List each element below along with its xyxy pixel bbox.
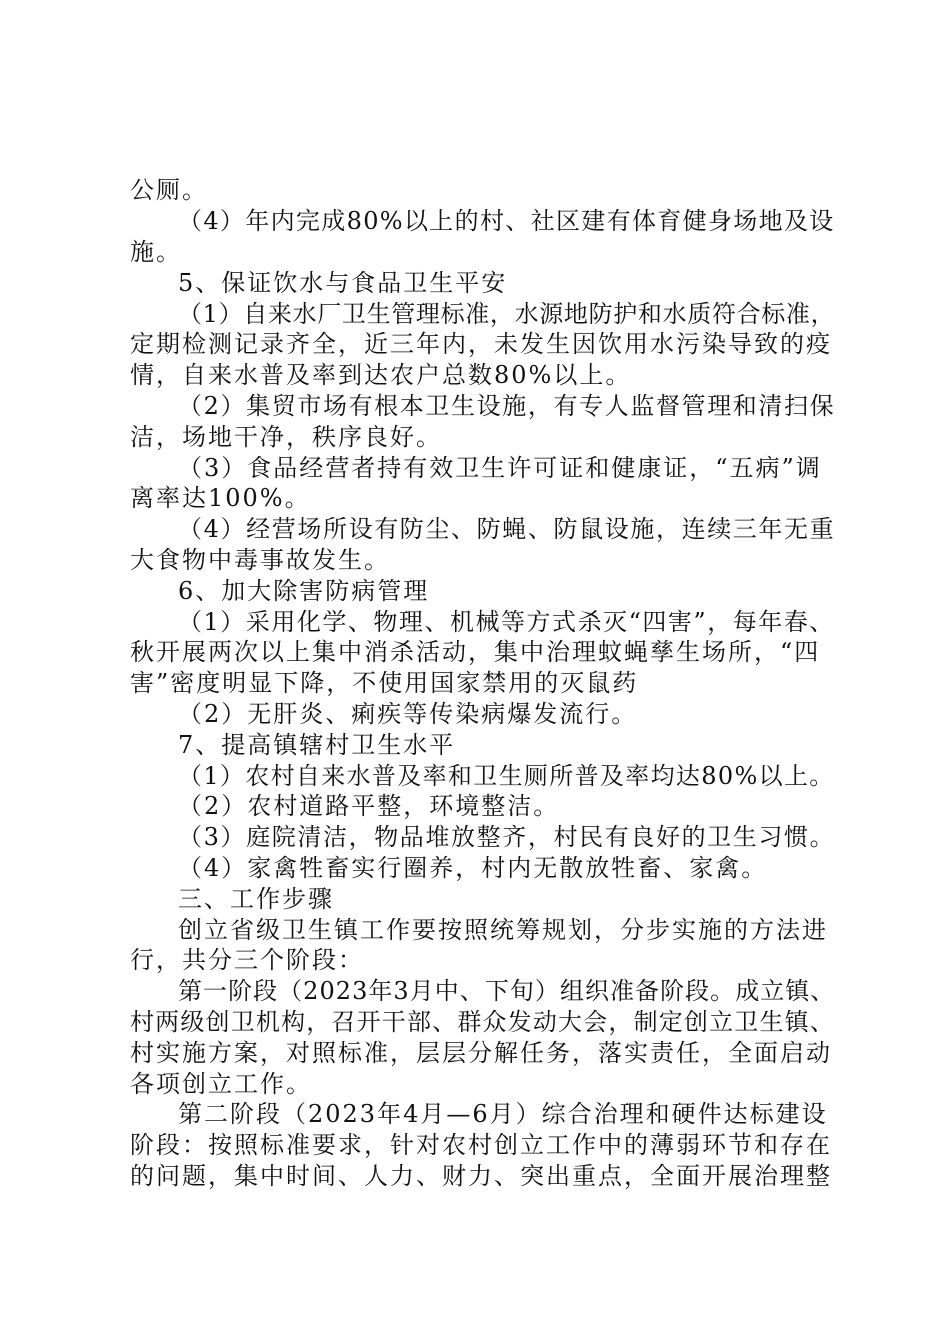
text-line: （4）经营场所设有防尘、防蝇、防鼠设施，连续三年无重	[178, 515, 836, 543]
text-line: 公厕。	[130, 176, 208, 204]
text-line: 村实施方案，对照标准，层层分解任务，落实责任，全面启动	[130, 1039, 832, 1067]
text-line: 第二阶段（2023年4月—6月）综合治理和硬件达标建设	[178, 1100, 828, 1128]
section-heading: 5、保证饮水与食品卫生平安	[178, 269, 508, 297]
text-line: 大食物中毒事故发生。	[130, 546, 390, 574]
text-line: 第一阶段（2023年3月中、下旬）组织准备阶段。成立镇、	[178, 977, 836, 1005]
text-line: 村两级创卫机构，召开干部、群众发动大会，制定创立卫生镇、	[130, 1008, 835, 1036]
text-line: （2）集贸市场有根本卫生设施，有专人监督管理和清扫保	[178, 392, 836, 420]
text-line: 离率达100%。	[130, 484, 311, 512]
section-heading: 三、工作步骤	[178, 885, 334, 913]
text-line: （2）农村道路平整，环境整洁。	[178, 792, 560, 820]
text-line: 定期检测记录齐全，近三年内，未发生因饮用水污染导致的疫	[130, 330, 832, 358]
text-line: 行，共分三个阶段：	[130, 946, 364, 974]
text-line: 各项创立工作。	[130, 1070, 312, 1098]
text-line: （1）采用化学、物理、机械等方式杀灭“四害”，每年春、	[178, 608, 835, 636]
text-line: （4）年内完成80%以上的村、社区建有体育健身场地及设	[178, 207, 835, 235]
section-heading: 6、加大除害防病管理	[178, 577, 430, 605]
text-line: 秋开展两次以上集中消杀活动，集中治理蚊蝇孳生场所，“四	[130, 638, 821, 666]
text-line: 施。	[130, 238, 182, 266]
section-heading: 7、提高镇辖村卫生水平	[178, 731, 456, 759]
text-line: 害”密度明显下降，不使用国家禁用的灭鼠药	[130, 669, 639, 697]
text-line: 创立省级卫生镇工作要按照统筹规划，分步实施的方法进	[178, 916, 828, 944]
text-line: （1）农村自来水普及率和卫生厕所普及率均达80%以上。	[178, 762, 835, 790]
text-line: （4）家禽牲畜实行圈养，村内无散放牲畜、家禽。	[178, 854, 768, 882]
text-line: （1）自来水厂卫生管理标准，水源地防护和水质符合标准，	[178, 300, 836, 328]
text-line: 阶段：按照标准要求，针对农村创立工作中的薄弱环节和存在	[130, 1131, 832, 1159]
text-line: （3）庭院清洁，物品堆放整齐，村民有良好的卫生习惯。	[178, 823, 836, 851]
text-line: 情，自来水普及率到达农户总数80%以上。	[130, 361, 632, 389]
text-line: （3）食品经营者持有效卫生许可证和健康证，“五病”调	[178, 454, 822, 482]
text-line: （2）无肝炎、痢疾等传染病爆发流行。	[178, 700, 638, 728]
text-line: 洁，场地干净，秩序良好。	[130, 423, 442, 451]
text-line: 的问题，集中时间、人力、财力、突出重点，全面开展治理整	[130, 1162, 832, 1190]
